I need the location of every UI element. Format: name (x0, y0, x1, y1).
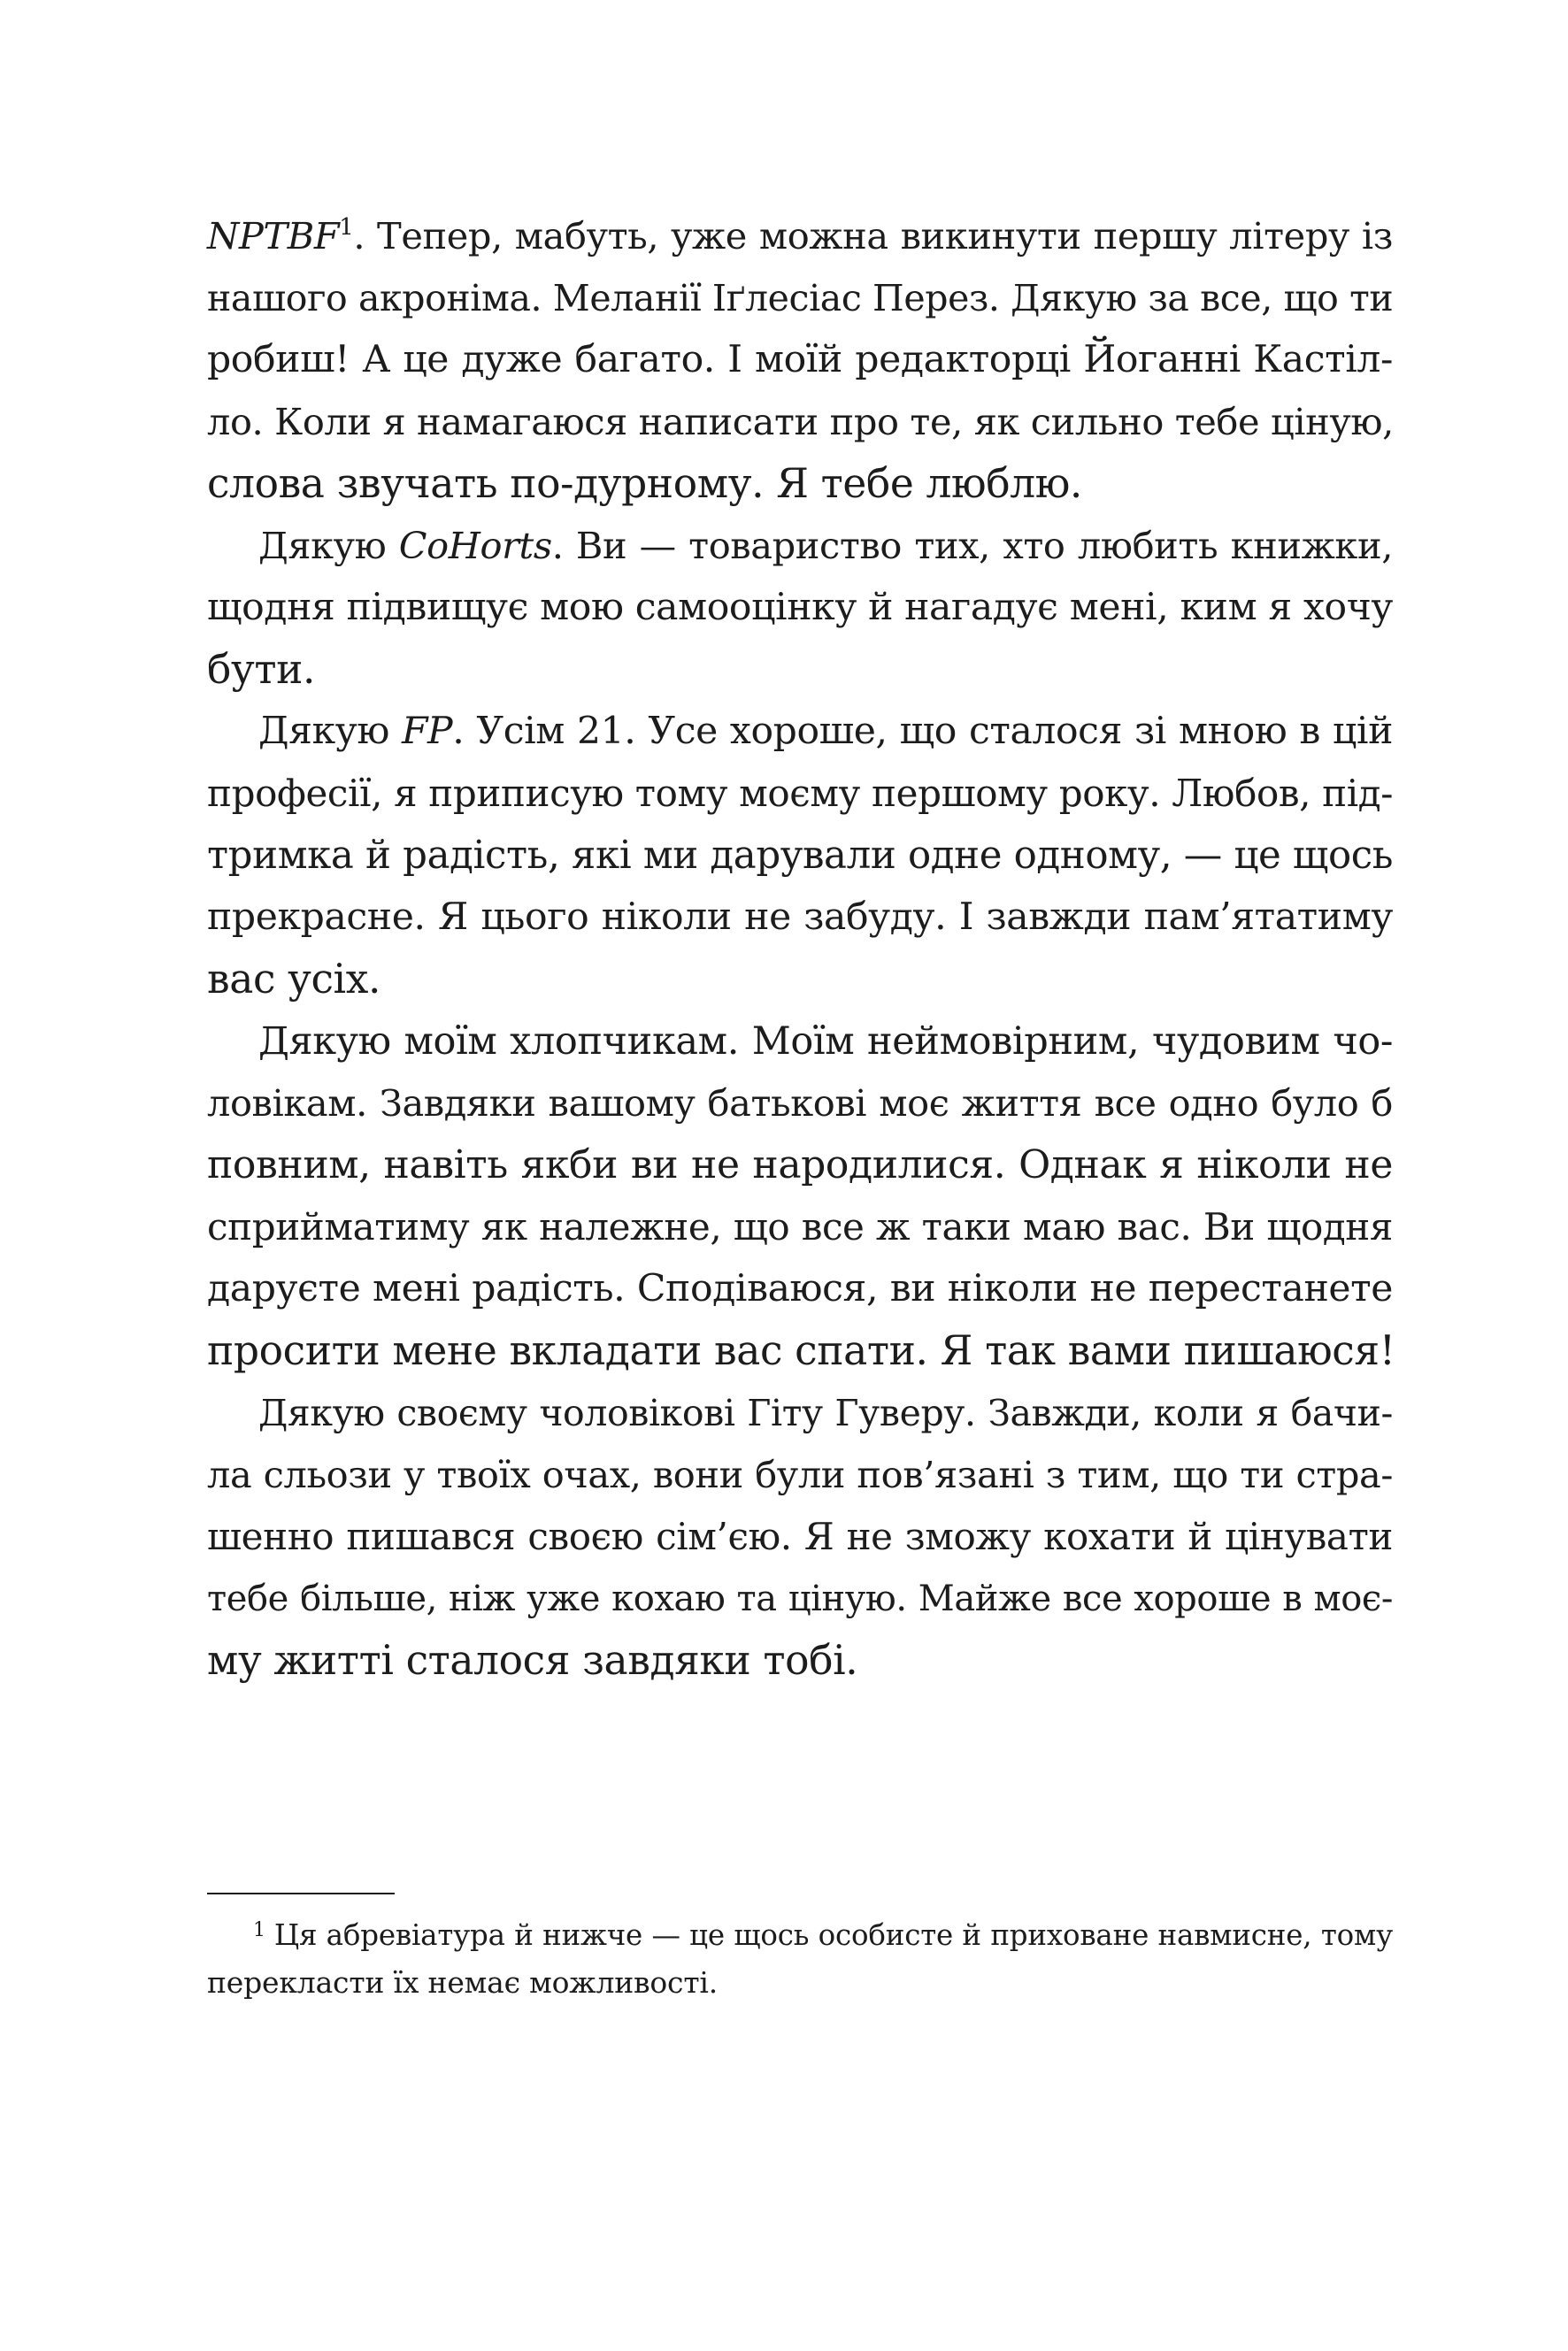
footnote-line-2: перекласти їх немає можливості. (207, 1965, 719, 2000)
text-line-1: NPTBF$^1$. Тепер, мабуть, уже можна викинути першу літеру із (207, 214, 1393, 257)
text-line-11: тримка й радість, які ми дарували одне одному, — це щось (207, 834, 1393, 878)
text-line-13: вас усіх. (207, 956, 381, 1003)
text-line-20: Дякую своєму чоловікові Гіту Гуверу. Завжди, коли я бачи- (258, 1392, 1393, 1434)
text-line-5: слова звучать по-дурному. Я тебе люблю. (207, 460, 1082, 507)
text-line-6: Дякую CoHorts. Ви — товариство тих, хто любить книжки, (258, 524, 1393, 567)
text-line-15: ловікам. Завдяки вашому батькові моє життя все одно було б (207, 1081, 1393, 1125)
text-line-22: шенно пишався своєю сім’єю. Я не зможу кохати й цінувати (207, 1515, 1393, 1558)
text-line-18: даруєте мені радість. Сподіваюся, ви ніколи не перестанете (207, 1267, 1393, 1310)
text-line-12: прекрасне. Я цього ніколи не забуду. І завжди пам’ятатиму (207, 895, 1393, 939)
text-line-8: бути. (207, 646, 316, 693)
text-line-7: щодня підвищує мою самооцінку й нагадує мені, ким я хочу (207, 586, 1393, 629)
text-line-23: тебе більше, ніж уже кохаю та ціную. Майже все хороше в моє- (207, 1579, 1393, 1619)
text-line-24: му житті сталося завдяки тобі. (207, 1637, 858, 1684)
acronym-nptbf: NPTBF (207, 214, 340, 257)
footnote-line-1 (253, 1911, 1393, 1959)
name-fp: FP (401, 710, 453, 753)
text-line-19: просити мене вкладати вас спати. Я так вами пишаюся! (207, 1327, 1395, 1374)
text-line-2: нашого акроніма. Меланії Іґлесіас Перез. Дякую за все, що ти (207, 277, 1394, 319)
text-line-17: сприйматиму як належне, що все ж таки маю вас. Ви щодня (207, 1205, 1393, 1248)
footnote-divider (207, 1893, 395, 1894)
text-line-3: робиш! А це дуже багато. І моїй редакторці Йоганні Кастіл- (207, 338, 1393, 381)
footnote-text-1: Ця абревіатура й нижче — це щось особисте й приховане навмисне, тому (273, 1918, 1393, 1952)
name-cohorts: CoHorts (398, 524, 552, 567)
footnote-marker: 1 (253, 1919, 265, 1941)
text-line-16: повним, навіть якби ви не народилися. Однак я ніколи не (207, 1142, 1393, 1187)
text-line-4: ло. Коли я намагаюся написати про те, як сильно тебе ціную, (207, 400, 1394, 443)
footnote-reference[interactable]: 1 (339, 214, 354, 241)
text-line-9: Дякую FP. Усім 21. Усе хороше, що сталося зі мною в цій (258, 710, 1394, 753)
text-line-14: Дякую моїм хлопчикам. Моїм неймовірним, чудовим чо- (258, 1019, 1393, 1064)
text-line-21: ла сльози у твоїх очах, вони були пов’язані з тим, що ти стра- (207, 1453, 1393, 1496)
text-line-10: професії, я приписую тому моєму першому року. Любов, під- (207, 772, 1393, 815)
